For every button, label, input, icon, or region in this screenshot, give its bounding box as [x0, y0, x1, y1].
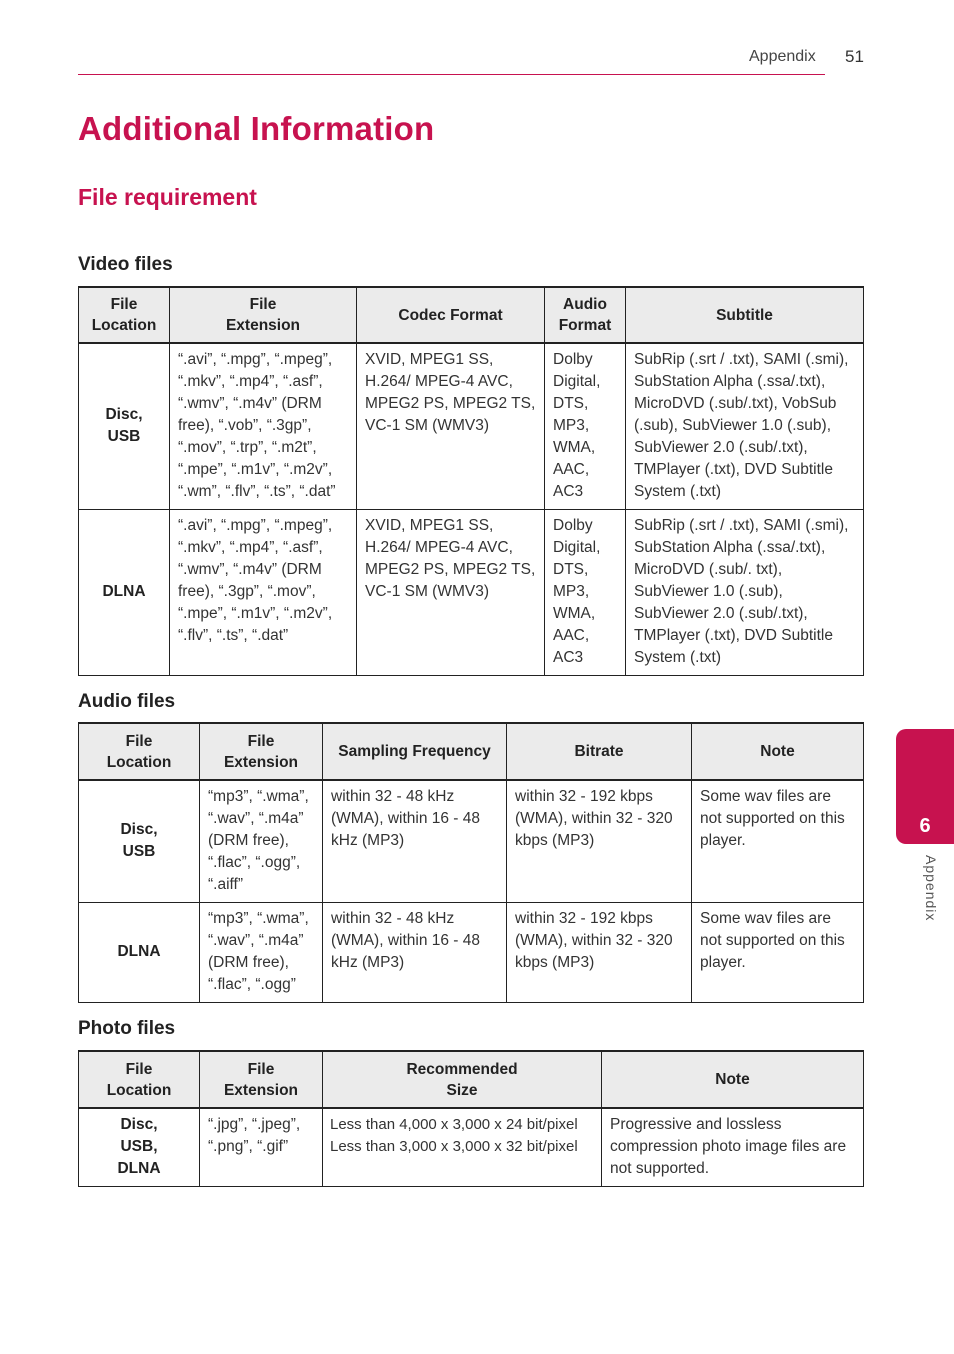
recommended-size-cell: Less than 4,000 x 3,000 x 24 bit/pixel Less than 3,000 x 3,000 x 32 bit/pixel [323, 1108, 602, 1186]
codec-format-cell: XVID, MPEG1 SS, H.264/ MPEG-4 AVC, MPEG2 PS, MPEG2 TS, VC-1 SM (WMV3) [357, 509, 545, 675]
file-extension-cell: “.avi”, “.mpg”, “.mpeg”, “.mkv”, “.mp4”, “.asf”, “.wmv”, “.m4v” (DRM free), “.vob”, “.3gp”, “.mov”, “.trp”, “.m2t”, “.mpe”, “.m1v”, “.m2v”, “.wm”, “.flv”, “.ts”, “.dat” [170, 343, 357, 509]
table-header-row [79, 1051, 864, 1108]
video-files-heading: Video files [78, 254, 173, 275]
video-files-table [78, 286, 864, 676]
table-row [79, 902, 864, 1002]
column-header: Recommended Size [323, 1051, 602, 1108]
page-number: 51 [845, 47, 864, 66]
sampling-frequency-cell: within 32 - 48 kHz (WMA), within 16 - 48 kHz (MP3) [323, 902, 507, 1002]
column-header: Sampling Frequency [323, 723, 507, 780]
column-header: File Location [79, 287, 170, 343]
column-header: Codec Format [357, 287, 545, 343]
bitrate-cell: within 32 - 192 kbps (WMA), within 32 - 320 kbps (MP3) [507, 902, 692, 1002]
page-title: Additional Information [78, 110, 435, 147]
subtitle-cell: SubRip (.srt / .txt), SAMI (.smi), SubStation Alpha (.ssa/.txt), MicroDVD (.sub/. txt), SubViewer 1.0 (.sub), SubViewer 2.0 (.sub/.txt), TMPlayer (.txt), DVD Subtitle System (.txt) [626, 509, 864, 675]
table-row [79, 780, 864, 902]
section-subtitle: File requirement [78, 184, 257, 210]
header-section-label: Appendix [749, 48, 816, 65]
column-header: File Extension [200, 723, 323, 780]
column-header: File Location [79, 723, 200, 780]
table-row [79, 343, 864, 509]
chapter-number: 6 [919, 815, 931, 837]
column-header: Audio Format [545, 287, 626, 343]
note-cell: Progressive and lossless compression photo image files are not supported. [602, 1108, 864, 1186]
file-extension-cell: “.avi”, “.mpg”, “.mpeg”, “.mkv”, “.mp4”, “.asf”, “.wmv”, “.m4v” (DRM free), “.3gp”, “.mov”, “.mpe”, “.m1v”, “.m2v”, “.flv”, “.ts”, “.dat” [170, 509, 357, 675]
file-location-cell: DLNA [79, 509, 170, 675]
column-header: File Extension [200, 1051, 323, 1108]
file-extension-cell: “mp3”, “.wma”, “.wav”, “.m4a” (DRM free), “.flac”, “.ogg”, “.aiff” [200, 780, 323, 902]
file-location-cell: Disc, USB, DLNA [79, 1108, 200, 1186]
table-header-row [79, 723, 864, 780]
audio-format-cell: Dolby Digital, DTS, MP3, WMA, AAC, AC3 [545, 343, 626, 509]
note-cell: Some wav files are not supported on this player. [692, 902, 864, 1002]
bitrate-cell: within 32 - 192 kbps (WMA), within 32 - 320 kbps (MP3) [507, 780, 692, 902]
codec-format-cell: XVID, MPEG1 SS, H.264/ MPEG-4 AVC, MPEG2 PS, MPEG2 TS, VC-1 SM (WMV3) [357, 343, 545, 509]
column-header: Note [692, 723, 864, 780]
file-location-cell: Disc, USB [79, 343, 170, 509]
column-header: Bitrate [507, 723, 692, 780]
table-row [79, 509, 864, 675]
file-extension-cell: “mp3”, “.wma”, “.wav”, “.m4a” (DRM free), “.flac”, “.ogg” [200, 902, 323, 1002]
column-header: Note [602, 1051, 864, 1108]
table-header-row [79, 287, 864, 343]
column-header: File Location [79, 1051, 200, 1108]
photo-files-heading: Photo files [78, 1018, 176, 1039]
file-location-cell: DLNA [79, 902, 200, 1002]
audio-files-heading: Audio files [78, 691, 176, 712]
column-header: Subtitle [626, 287, 864, 343]
file-extension-cell: “.jpg”, “.jpeg”, “.png”, “.gif” [200, 1108, 323, 1186]
note-cell: Some wav files are not supported on this player. [692, 780, 864, 902]
photo-files-table [78, 1050, 864, 1187]
column-header: File Extension [170, 287, 357, 343]
header-divider [78, 74, 825, 75]
chapter-label: Appendix [923, 855, 939, 922]
subtitle-cell: SubRip (.srt / .txt), SAMI (.smi), SubStation Alpha (.ssa/.txt), MicroDVD (.sub/.txt), VobSub (.sub), SubViewer 1.0 (.sub), SubViewer 2.0 (.sub/.txt), TMPlayer (.txt), DVD Subtitle System (.txt) [626, 343, 864, 509]
sampling-frequency-cell: within 32 - 48 kHz (WMA), within 16 - 48 kHz (MP3) [323, 780, 507, 902]
table-row [79, 1108, 864, 1186]
audio-format-cell: Dolby Digital, DTS, MP3, WMA, AAC, AC3 [545, 509, 626, 675]
file-location-cell: Disc, USB [79, 780, 200, 902]
audio-files-table [78, 722, 864, 1003]
chapter-tab [896, 729, 954, 844]
